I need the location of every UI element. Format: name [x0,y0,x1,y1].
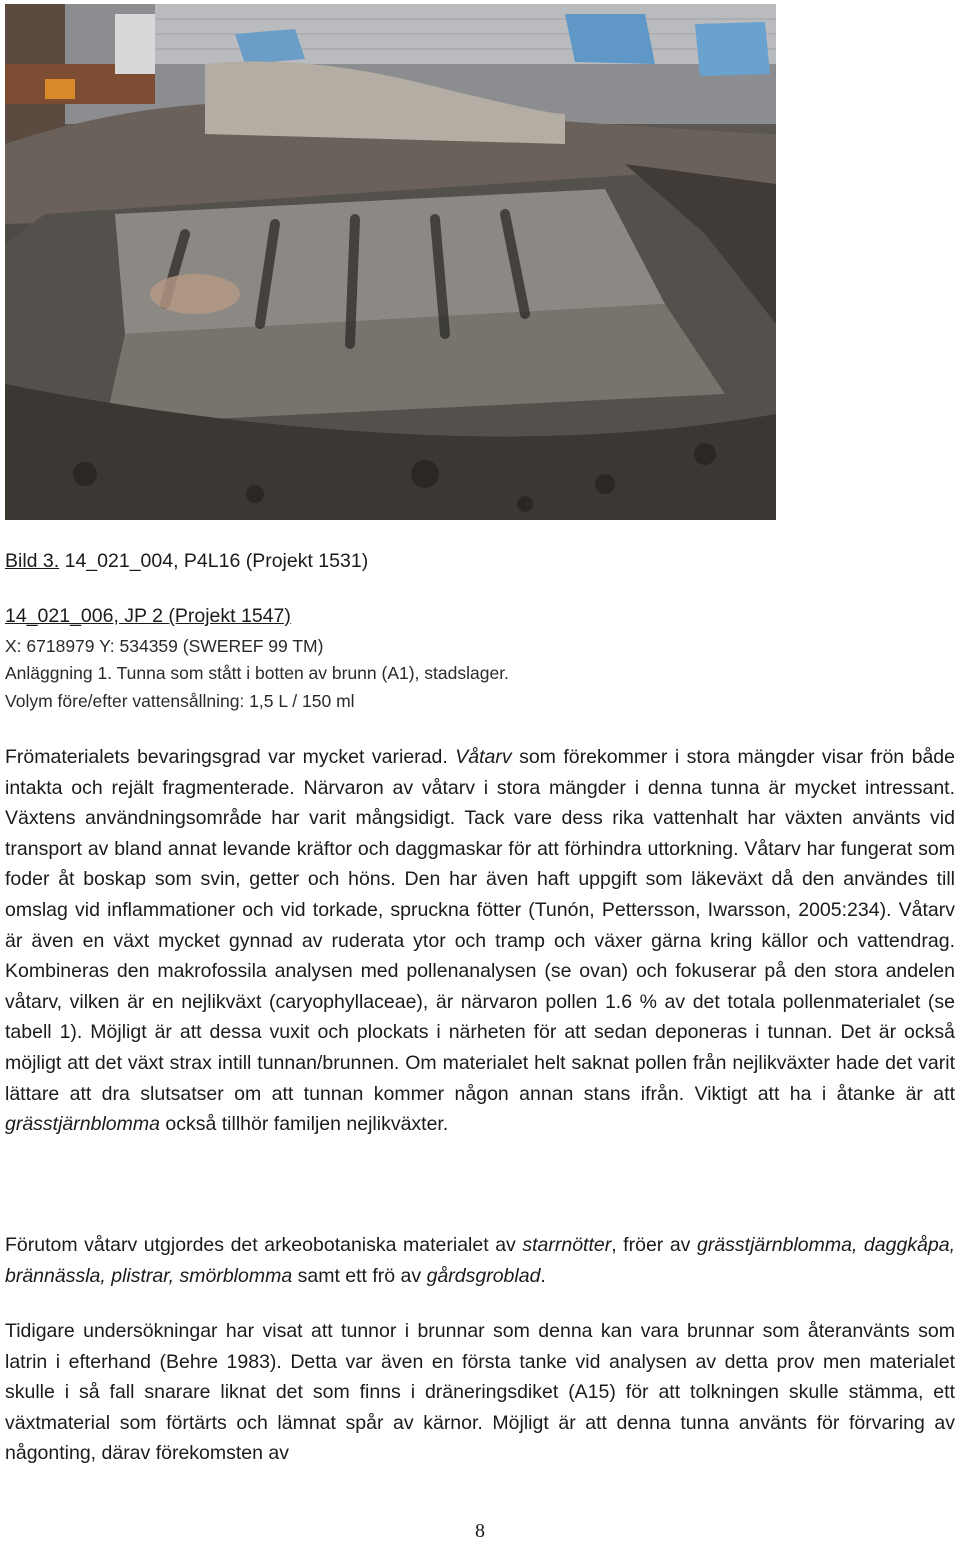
p2-italic-c: gårdsgroblad [426,1264,541,1287]
p1-italic-a: Våtarv [455,746,512,768]
excavation-photo-drawing [5,4,776,520]
p2-italic-a: starrnötter [522,1234,612,1256]
paragraph-3: Tidigare undersökningar har visat att tunnor i brunnar som denna kan vara brunnar som återanvänts som latrin i efterhand (Behre 1983). Detta var även en första tanke vid analysen av detta prov men materialet skulle i så fall snarare liknat det som finns i dräneringsdiket (A15) för att tolkningen skulle stämma, ett växtmaterial som förtärts och lämnat spår av kärnor. Möjligt är att denna tunna använts för förvaring av någonting, därav förekomsten av [5,1320,955,1465]
p1-text-a: Frömaterialets bevaringsgrad var mycket varierad. [5,746,456,768]
p2-text-d: . [540,1264,546,1287]
excavation-photo [5,4,776,520]
sample-volume: Volym före/efter vattensållning: 1,5 L / 150 ml [5,691,355,711]
p2-text-b: , fröer av [611,1234,697,1256]
p2-text-c: samt ett frö av [292,1264,427,1287]
p2-italic-b: grässtjärnblomma, daggkåpa, brännässla, plistrar, smörblomma [5,1234,956,1287]
paragraph-2 [5,1230,955,1291]
page-number: 8 [475,1520,485,1542]
figure-label: Bild 3. [5,550,60,572]
p1-text-b: som förekommer i stora mängder visar frön både intakta och rejält fragmenterade. Närvaron av våtarv i stora mängder i denna tunna är mycket intressant. Växtens användningsområde har varit mångsidigt. Tack vare dess rika vattenhalt har växten använts vid transport av bland annat levande kräftor och daggmaskar för att förhindra uttorkning. Våtarv har fungerat som foder åt boskap som svin, getter och höns. Den har även haft uppgift som läkeväxt då den användes till omslag vid inflammationer och vid torkade, spruckna fötter (Tunón, Pettersson, Iwarsson, 2005:234). Våtarv är även en växt mycket gynnad av ruderata ytor och tramp och växer gärna kring källor och vattendrag. Kombineras den makrofossila analysen med pollenanalysen (se ovan) och fokuserar på den stora andelen våtarv, vilken är en nejlikväxt (caryophyllaceae), är närvaron pollen 1.6 % av det totala pollenmaterialet (se tabell 1). Möjligt är att dessa vuxit och plockats i närheten för att sedan deponeras i tunnan. Det är också möjligt att det växt strax intill tunnan/brunnen. Om materialet helt saknat pollen från nejlikväxter hade det varit lättare att dra slutsatser om att tunnan kommer någon annan stans ifrån. Viktigt att ha i åtanke är att [5,746,955,1105]
p2-text-a: Förutom våtarv utgjordes det arkeobotaniska materialet av [5,1234,523,1256]
paragraph-1 [5,742,955,1140]
figure-caption-text: 14_021_004, P4L16 (Projekt 1531) [59,550,369,572]
figure-caption [5,549,368,573]
sample-heading-text: 14_021_006, JP 2 (Projekt 1547) [5,605,291,627]
sample-feature: Anläggning 1. Tunna som stått i botten av brunn (A1), stadslager. [5,663,509,683]
p1-italic-b: grässtjärnblomma [5,1113,160,1136]
sample-heading [5,604,291,628]
sample-coords: X: 6718979 Y: 534359 (SWEREF 99 TM) [5,636,324,656]
p1-text-c: också tillhör familjen nejlikväxter. [159,1113,449,1136]
